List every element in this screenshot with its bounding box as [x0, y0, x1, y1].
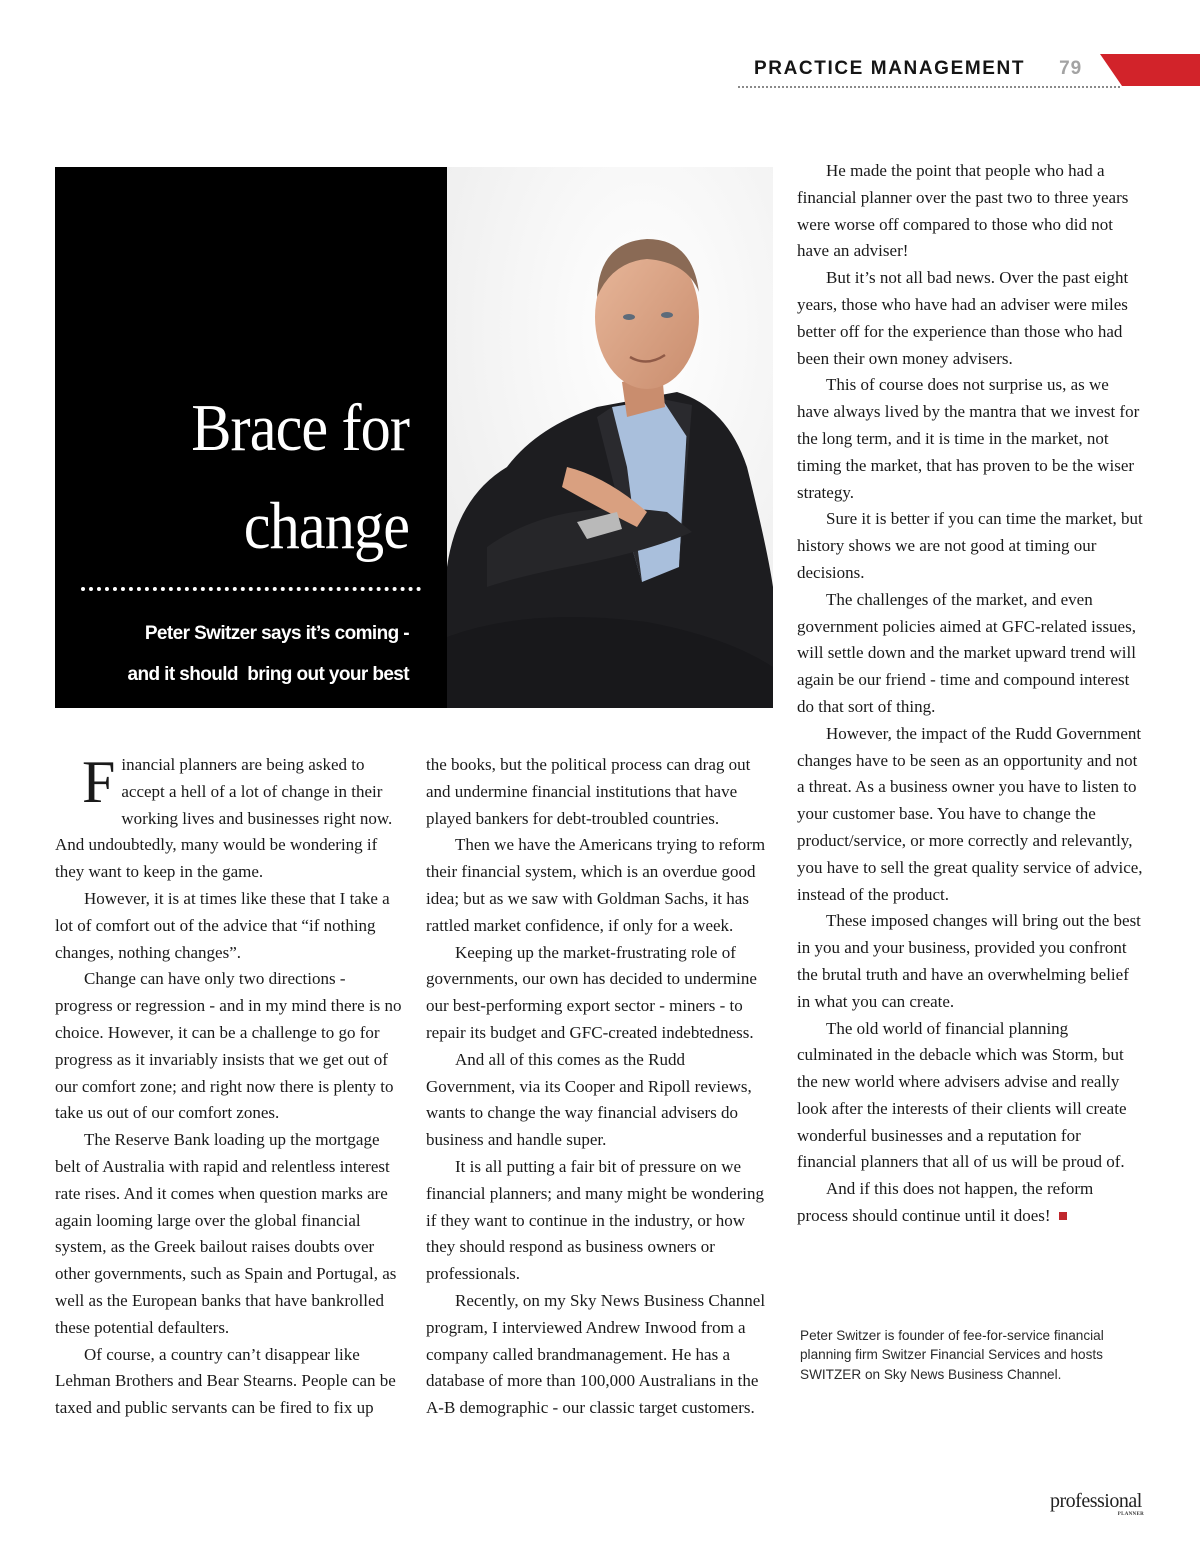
title-line-1: Brace for	[191, 391, 409, 465]
header-dotted-rule	[738, 86, 1120, 88]
paragraph: Keeping up the market-frustrating role of governments, our own has decided to undermine our best-performing export sector - miners - to repair its budget and GFC-created indebtedness.	[426, 942, 757, 1042]
author-portrait-photo	[447, 167, 773, 708]
article-column-3	[797, 158, 1144, 1230]
hero-panel	[55, 167, 447, 708]
paragraph-text: And if this does not happen, the reform process should continue until it does!	[797, 1179, 1094, 1226]
paragraph: Then we have the Americans trying to reform their financial system, which is an overdue good idea; but as we saw with Goldman Sachs, it has rattled market confidence, if only for a week.	[426, 835, 766, 935]
right-rail	[797, 158, 1147, 1384]
paragraph: However, the impact of the Rudd Government changes have to be seen as an opportunity and not a threat. As a business owner you have to listen to your customer base. You have to change the product/service, or more correctly and relevantly, you have to sell the great quality service of advice, instead of the product.	[797, 723, 1143, 904]
paragraph: However, it is at times like these that I take a lot of comfort out of the advice that “if nothing changes, nothing changes”.	[55, 888, 390, 962]
paragraph	[797, 1176, 1144, 1230]
article-column-2	[426, 752, 773, 1422]
logo-wordmark: professional	[1050, 1490, 1142, 1512]
title-line-2: change	[243, 489, 409, 563]
paragraph: But it’s not all bad news. Over the past eight years, those who have had an adviser were miles better off for the experience than those who had been their own money advisers.	[797, 268, 1129, 368]
paragraph: It is all putting a fair bit of pressure on we financial planners; and many might be wondering if they want to continue in the industry, or how they should respond as business owners or professionals.	[426, 1156, 765, 1284]
paragraph: He made the point that people who had a financial planner over the past two to three years were worse off compared to those who did not have an adviser!	[797, 161, 1129, 261]
paragraph: The old world of financial planning culminated in the debacle which was Storm, but the new world where advisers advise and really look after the interests of their clients will create wonderful businesses and a reputation for financial planners that all of us will be proud of.	[797, 1018, 1127, 1172]
paragraph: The challenges of the market, and even government policies aimed at GFC-related issues, will settle down and the market upward trend will again be our friend - time and compound interest do that sort of thing.	[797, 589, 1136, 716]
paragraph: Change can have only two directions - progress or regression - and in my mind there is no choice. However, it can be a challenge to go for progress as it invariably insists that we get out of our comfort zone; and right now there is plenty to take us out of our comfort zones.	[55, 969, 402, 1123]
red-tab-decoration	[1100, 54, 1200, 86]
page-number: 79	[1059, 58, 1083, 79]
end-of-article-icon	[1059, 1212, 1067, 1220]
author-bio: Peter Switzer is founder of fee-for-service financial planning firm Switzer Financial Services and hosts SWITZER on Sky News Business Channel.	[800, 1327, 1104, 1382]
paragraph: The Reserve Bank loading up the mortgage belt of Australia with rapid and relentless interest rate rises. And it comes when question marks are again looming large over the global financial system, as the Greek bailout raises doubts over other governments, such as Spain and Portugal, as well as the European banks that have bankrolled these potential defaulters.	[55, 1130, 397, 1337]
publication-logo	[1050, 1490, 1150, 1520]
header-row	[754, 58, 1082, 86]
paragraph: These imposed changes will bring out the best in you and your business, provided you confront the brutal truth and have an overwhelming belief in what you can create.	[797, 911, 1141, 1011]
article-title	[191, 379, 409, 575]
portrait-photo-icon	[447, 167, 773, 708]
paragraph: Of course, a country can’t disappear like Lehman Brothers and Bear Stearns. People can be taxed and public servants can be fired to fix up	[55, 1344, 396, 1418]
section-title: PRACTICE MANAGEMENT	[754, 58, 1026, 79]
hero-dotted-rule	[81, 587, 421, 591]
bio-spacer	[797, 1230, 1147, 1254]
article-subtitle: Peter Switzer says it’s coming - and it should bring out your best	[127, 623, 409, 685]
paragraph: the books, but the political process can drag out and undermine financial institutions that have played bankers for debt-troubled countries.	[426, 755, 751, 828]
paragraph: Recently, on my Sky News Business Channel program, I interviewed Andrew Inwood from a company called brandmanagement. He has a database of more than 100,000 Australians in the A-B demographic - our classic target customers.	[426, 1290, 766, 1418]
article-column-1	[55, 749, 402, 1422]
paragraph: This of course does not surprise us, as we have always lived by the mantra that we invest for the long term, and it is time in the market, not timing the market, that has proven to be the wiser strategy.	[797, 375, 1140, 502]
paragraph-text: inancial planners are being asked to accept a hell of a lot of change in their working lives and businesses right now. And undoubtedly, many would be wondering if they want to keep in the game.	[55, 755, 393, 882]
page-header	[738, 56, 1200, 90]
drop-cap: F	[82, 749, 116, 815]
paragraph	[55, 749, 402, 886]
logo-subtitle: PLANNER	[1117, 1512, 1144, 1517]
paragraph: And all of this comes as the Rudd Government, via its Cooper and Ripoll reviews, wants to change the way financial advisers do business and handle super.	[426, 1049, 752, 1150]
paragraph: Sure it is better if you can time the market, but history shows we are not good at timing our decisions.	[797, 509, 1143, 582]
